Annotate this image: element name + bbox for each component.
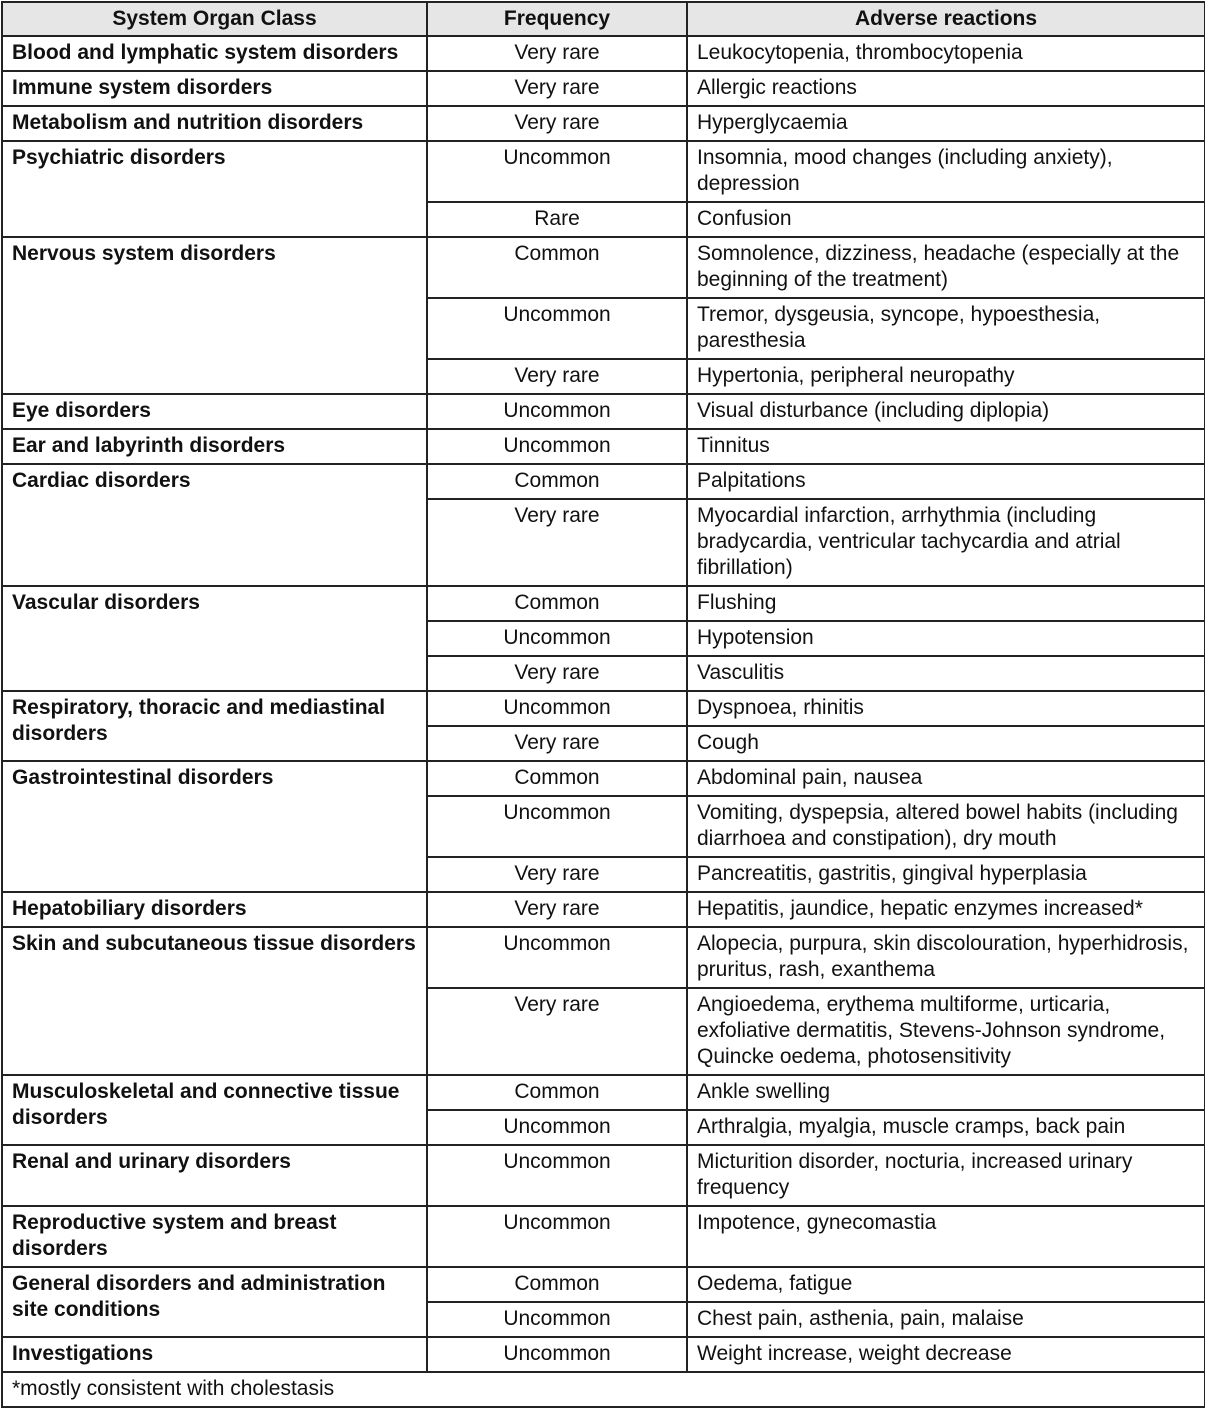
table-row (2, 106, 1205, 141)
adverse-reactions-cell: Tinnitus (687, 429, 1205, 464)
table-row (2, 892, 1205, 927)
frequency-cell: Uncommon (427, 1337, 687, 1372)
system-organ-class-cell: Metabolism and nutrition disorders (2, 106, 427, 141)
system-organ-class-cell: Musculoskeletal and connective tissue disorders (2, 1075, 427, 1145)
adverse-reactions-cell: Hypertonia, peripheral neuropathy (687, 359, 1205, 394)
frequency-cell: Very rare (427, 36, 687, 71)
table-row (2, 71, 1205, 106)
adverse-reactions-cell: Myocardial infarction, arrhythmia (including bradycardia, ventricular tachycardia and atrial fibrillation) (687, 499, 1205, 586)
frequency-cell: Uncommon (427, 1302, 687, 1337)
header-row (2, 2, 1205, 36)
frequency-cell: Common (427, 761, 687, 796)
frequency-cell: Uncommon (427, 796, 687, 857)
adverse-reactions-cell: Hypotension (687, 621, 1205, 656)
header-frequency: Frequency (427, 2, 687, 36)
frequency-cell: Common (427, 1075, 687, 1110)
adverse-reactions-cell: Oedema, fatigue (687, 1267, 1205, 1302)
frequency-cell: Common (427, 1267, 687, 1302)
adverse-reactions-cell: Angioedema, erythema multiforme, urticaria, exfoliative dermatitis, Stevens-Johnson syndrome, Quincke oedema, photosensitivity (687, 988, 1205, 1075)
system-organ-class-cell: Renal and urinary disorders (2, 1145, 427, 1206)
table-row (2, 586, 1205, 621)
header-system-organ-class: System Organ Class (2, 2, 427, 36)
adverse-reactions-table (1, 1, 1205, 1408)
frequency-cell: Common (427, 586, 687, 621)
header-adverse-reactions: Adverse reactions (687, 2, 1205, 36)
frequency-cell: Very rare (427, 359, 687, 394)
adverse-reactions-cell: Pancreatitis, gastritis, gingival hyperplasia (687, 857, 1205, 892)
adverse-reactions-table-container (1, 1, 1204, 1408)
frequency-cell: Very rare (427, 499, 687, 586)
table-row (2, 761, 1205, 796)
adverse-reactions-cell: Impotence, gynecomastia (687, 1206, 1205, 1267)
frequency-cell: Uncommon (427, 298, 687, 359)
adverse-reactions-cell: Cough (687, 726, 1205, 761)
table-row (2, 464, 1205, 499)
frequency-cell: Common (427, 464, 687, 499)
frequency-cell: Very rare (427, 726, 687, 761)
frequency-cell: Uncommon (427, 429, 687, 464)
frequency-cell: Uncommon (427, 1206, 687, 1267)
adverse-reactions-cell: Abdominal pain, nausea (687, 761, 1205, 796)
frequency-cell: Very rare (427, 988, 687, 1075)
system-organ-class-cell: Psychiatric disorders (2, 141, 427, 237)
frequency-cell: Uncommon (427, 621, 687, 656)
adverse-reactions-cell: Visual disturbance (including diplopia) (687, 394, 1205, 429)
system-organ-class-cell: Hepatobiliary disorders (2, 892, 427, 927)
system-organ-class-cell: General disorders and administration site conditions (2, 1267, 427, 1337)
adverse-reactions-cell: Chest pain, asthenia, pain, malaise (687, 1302, 1205, 1337)
table-row (2, 237, 1205, 298)
table-body (2, 36, 1205, 1372)
adverse-reactions-cell: Hepatitis, jaundice, hepatic enzymes increased* (687, 892, 1205, 927)
frequency-cell: Very rare (427, 857, 687, 892)
system-organ-class-cell: Blood and lymphatic system disorders (2, 36, 427, 71)
frequency-cell: Very rare (427, 71, 687, 106)
system-organ-class-cell: Investigations (2, 1337, 427, 1372)
table-row (2, 1075, 1205, 1110)
adverse-reactions-cell: Vasculitis (687, 656, 1205, 691)
adverse-reactions-cell: Vomiting, dyspepsia, altered bowel habits (including diarrhoea and constipation), dry mouth (687, 796, 1205, 857)
adverse-reactions-cell: Leukocytopenia, thrombocytopenia (687, 36, 1205, 71)
frequency-cell: Very rare (427, 656, 687, 691)
table-row (2, 1206, 1205, 1267)
table-row (2, 141, 1205, 202)
table-row (2, 1337, 1205, 1372)
adverse-reactions-cell: Dyspnoea, rhinitis (687, 691, 1205, 726)
frequency-cell: Common (427, 237, 687, 298)
adverse-reactions-cell: Alopecia, purpura, skin discolouration, hyperhidrosis, pruritus, rash, exanthema (687, 927, 1205, 988)
adverse-reactions-cell: Weight increase, weight decrease (687, 1337, 1205, 1372)
table-row (2, 691, 1205, 726)
frequency-cell: Very rare (427, 892, 687, 927)
adverse-reactions-cell: Ankle swelling (687, 1075, 1205, 1110)
frequency-cell: Uncommon (427, 394, 687, 429)
frequency-cell: Very rare (427, 106, 687, 141)
system-organ-class-cell: Reproductive system and breast disorders (2, 1206, 427, 1267)
frequency-cell: Uncommon (427, 141, 687, 202)
adverse-reactions-cell: Allergic reactions (687, 71, 1205, 106)
system-organ-class-cell: Cardiac disorders (2, 464, 427, 586)
system-organ-class-cell: Nervous system disorders (2, 237, 427, 394)
frequency-cell: Uncommon (427, 1110, 687, 1145)
table-row (2, 1145, 1205, 1206)
footnote-row (2, 1372, 1205, 1407)
adverse-reactions-cell: Flushing (687, 586, 1205, 621)
system-organ-class-cell: Gastrointestinal disorders (2, 761, 427, 892)
adverse-reactions-cell: Palpitations (687, 464, 1205, 499)
adverse-reactions-cell: Somnolence, dizziness, headache (especially at the beginning of the treatment) (687, 237, 1205, 298)
frequency-cell: Rare (427, 202, 687, 237)
table-row (2, 36, 1205, 71)
adverse-reactions-cell: Hyperglycaemia (687, 106, 1205, 141)
table-row (2, 1267, 1205, 1302)
system-organ-class-cell: Ear and labyrinth disorders (2, 429, 427, 464)
system-organ-class-cell: Eye disorders (2, 394, 427, 429)
adverse-reactions-cell: Micturition disorder, nocturia, increased urinary frequency (687, 1145, 1205, 1206)
system-organ-class-cell: Skin and subcutaneous tissue disorders (2, 927, 427, 1075)
footnote: *mostly consistent with cholestasis (2, 1372, 1205, 1407)
frequency-cell: Uncommon (427, 691, 687, 726)
adverse-reactions-cell: Insomnia, mood changes (including anxiety), depression (687, 141, 1205, 202)
adverse-reactions-cell: Tremor, dysgeusia, syncope, hypoesthesia, paresthesia (687, 298, 1205, 359)
adverse-reactions-cell: Confusion (687, 202, 1205, 237)
table-row (2, 927, 1205, 988)
table-row (2, 429, 1205, 464)
system-organ-class-cell: Vascular disorders (2, 586, 427, 691)
system-organ-class-cell: Immune system disorders (2, 71, 427, 106)
system-organ-class-cell: Respiratory, thoracic and mediastinal disorders (2, 691, 427, 761)
frequency-cell: Uncommon (427, 1145, 687, 1206)
adverse-reactions-cell: Arthralgia, myalgia, muscle cramps, back pain (687, 1110, 1205, 1145)
frequency-cell: Uncommon (427, 927, 687, 988)
table-row (2, 394, 1205, 429)
